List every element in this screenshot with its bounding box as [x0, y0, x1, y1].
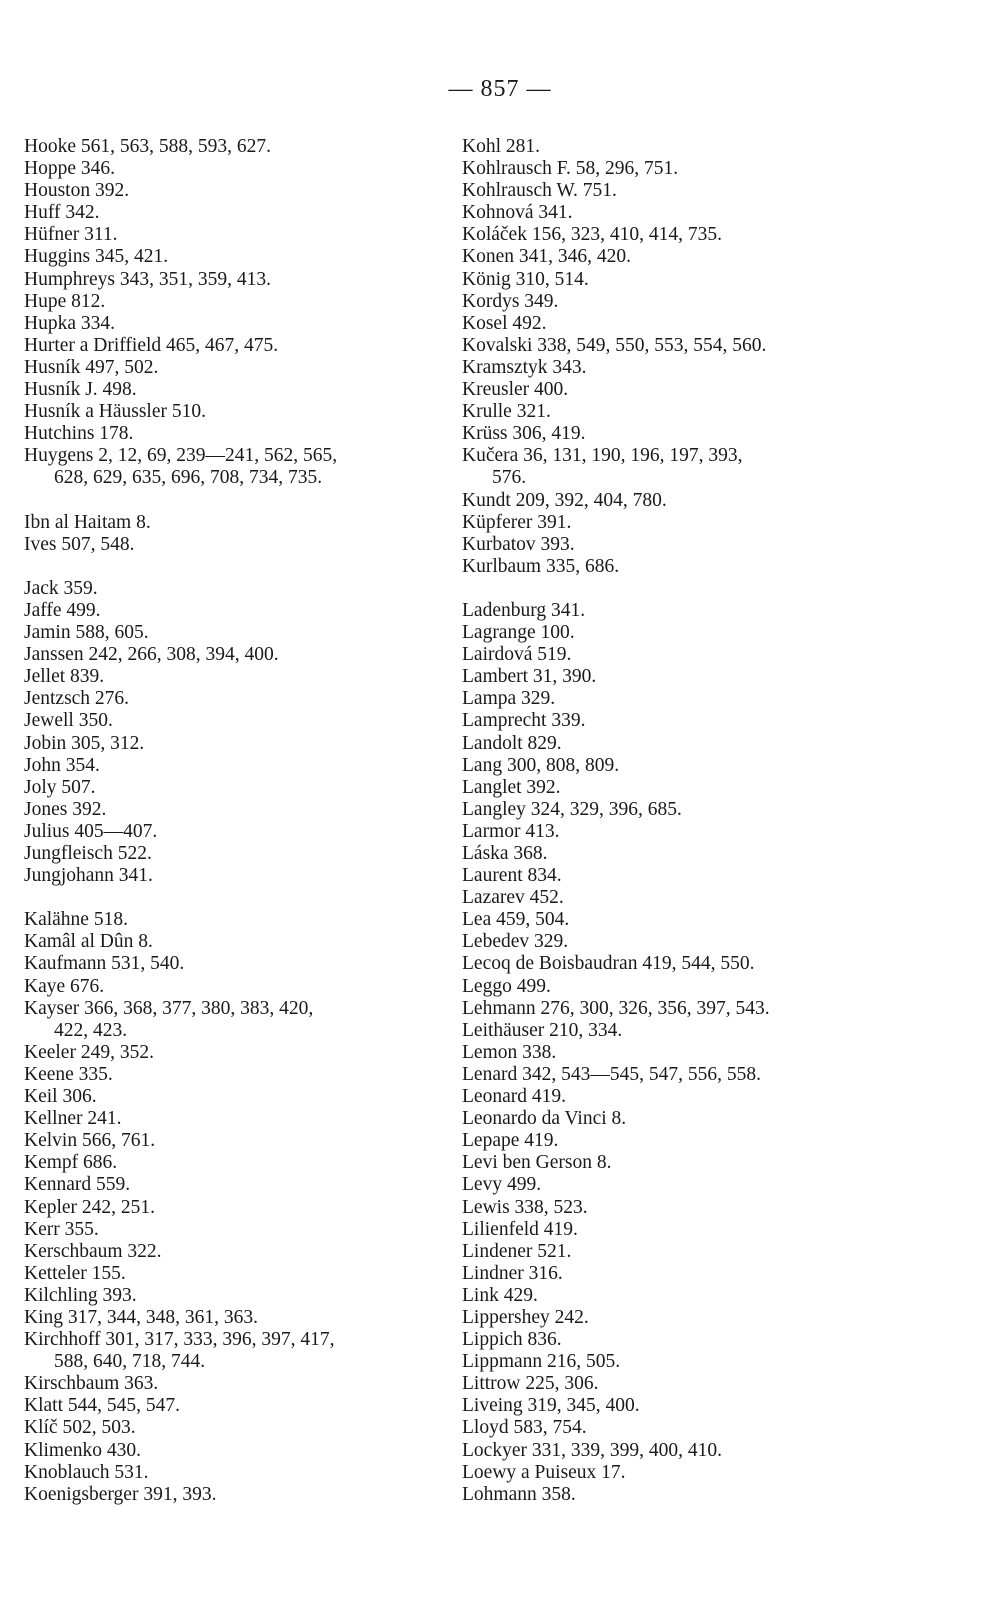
index-entry: Hüfner 311.: [24, 224, 118, 246]
index-entry: Lang 300, 808, 809.: [462, 754, 620, 776]
index-entry: Hooke 561, 563, 588, 593, 627.: [24, 136, 271, 157]
index-entry: Lloyd 583, 754.: [462, 1417, 587, 1439]
index-entry-continuation: 628, 629, 635, 696, 708, 734, 735.: [54, 467, 323, 489]
index-entry: Kovalski 338, 549, 550, 553, 554, 560.: [462, 334, 767, 356]
index-entry: Kirschbaum 363.: [24, 1373, 159, 1395]
index-entry: Jewell 350.: [24, 710, 113, 732]
index-entry: Kohlrausch F. 58, 296, 751.: [462, 158, 679, 180]
index-entry: Jamin 588, 605.: [24, 622, 149, 644]
index-entry: Ketteler 155.: [24, 1262, 126, 1284]
index-entry: Lagrange 100.: [462, 622, 575, 644]
index-entry: Husník 497, 502.: [24, 356, 159, 378]
index-entry: Kempf 686.: [24, 1152, 118, 1174]
index-entry: Larmor 413.: [462, 820, 560, 842]
index-entry: Kerschbaum 322.: [24, 1240, 162, 1262]
index-entry: Kellner 241.: [24, 1108, 122, 1130]
index-entry: Kaufmann 531, 540.: [24, 953, 185, 975]
index-entry: Lenard 342, 543—545, 547, 556, 558.: [462, 1063, 761, 1085]
index-entry: Huggins 345, 421.: [24, 246, 169, 268]
index-entry: Lebedev 329.: [462, 931, 569, 953]
index-entry: Kohnová 341.: [462, 202, 573, 224]
index-entry: Kundt 209, 392, 404, 780.: [462, 489, 667, 511]
index-entry: Jungjohann 341.: [24, 865, 153, 887]
index-entry: Lindener 521.: [462, 1240, 572, 1262]
index-entry-continuation: 588, 640, 718, 744.: [54, 1351, 206, 1373]
index-column-left: [24, 136, 449, 1506]
index-entry: Leonardo da Vinci 8.: [462, 1108, 627, 1130]
index-entry: Lindner 316.: [462, 1262, 563, 1284]
index-entry: Jungfleisch 522.: [24, 843, 152, 864]
index-entry: Leonard 419.: [462, 1086, 566, 1108]
index-entry: Jones 392.: [24, 798, 107, 820]
index-entry: Jaffe 499.: [24, 599, 101, 621]
index-entry: Hupe 812.: [24, 290, 106, 312]
index-entry: Houston 392.: [24, 180, 130, 202]
index-entry: Hoppe 346.: [24, 158, 115, 180]
index-entry: Humphreys 343, 351, 359, 413.: [24, 268, 271, 290]
index-entry: Klíč 502, 503.: [24, 1417, 136, 1439]
index-entry: Leggo 499.: [462, 975, 551, 997]
index-entry: Hurter a Driffield 465, 467, 475.: [24, 334, 279, 356]
index-entry: Hutchins 178.: [24, 423, 134, 445]
index-entry: Kreusler 400.: [462, 379, 569, 401]
index-entry: Lemon 338.: [462, 1041, 557, 1063]
index-entry: Konen 341, 346, 420.: [462, 246, 631, 268]
index-entry: Kerr 355.: [24, 1218, 99, 1240]
index-entry: Koenigsberger 391, 393.: [24, 1483, 217, 1505]
index-entry: Koláček 156, 323, 410, 414, 735.: [462, 224, 722, 246]
index-entry: Jobin 305, 312.: [24, 732, 145, 754]
index-entry: Kepler 242, 251.: [24, 1196, 156, 1218]
index-entry: Lazarev 452.: [462, 887, 564, 909]
index-entry: Kramsztyk 343.: [462, 356, 587, 378]
index-entry: Kamâl al Dûn 8.: [24, 931, 153, 953]
index-entry: Jack 359.: [24, 577, 98, 599]
index-entry: Lippmann 216, 505.: [462, 1351, 621, 1373]
index-entry: Lea 459, 504.: [462, 909, 570, 931]
index-entry: King 317, 344, 348, 361, 363.: [24, 1306, 258, 1328]
index-entry: Julius 405—407.: [24, 820, 158, 842]
index-entry: Láska 368.: [462, 843, 548, 864]
index-entry: Lehmann 276, 300, 326, 356, 397, 543.: [462, 997, 770, 1019]
index-entry: Liveing 319, 345, 400.: [462, 1395, 640, 1417]
index-entry: Jentzsch 276.: [24, 688, 130, 710]
index-entry: Ibn al Haitam 8.: [24, 511, 151, 533]
index-entry: Lohmann 358.: [462, 1483, 576, 1505]
index-entry: Klatt 544, 545, 547.: [24, 1395, 180, 1417]
index-entry: Laurent 834.: [462, 865, 562, 887]
section-gap: [24, 556, 449, 578]
index-entry: Lippich 836.: [462, 1329, 562, 1351]
index-entry: Kilchling 393.: [24, 1284, 137, 1306]
index-entry-continuation: 576.: [492, 467, 527, 489]
index-entry: Landolt 829.: [462, 732, 562, 754]
index-entry: Huygens 2, 12, 69, 239—241, 562, 565,: [24, 445, 338, 467]
index-entry: Link 429.: [462, 1284, 538, 1306]
index-entry: Kirchhoff 301, 317, 333, 396, 397, 417,: [24, 1329, 335, 1351]
index-entry: Lecoq de Boisbaudran 419, 544, 550.: [462, 953, 755, 975]
index-entry: Huff 342.: [24, 202, 100, 224]
index-column-right: [462, 136, 882, 1506]
index-entry: Krüss 306, 419.: [462, 423, 586, 445]
index-entry: Knoblauch 531.: [24, 1461, 149, 1483]
index-entry: Leithäuser 210, 334.: [462, 1019, 623, 1041]
section-gap: [462, 578, 882, 600]
index-entry: Lippershey 242.: [462, 1306, 589, 1328]
index-entry: Keil 306.: [24, 1086, 97, 1108]
index-entry: Kennard 559.: [24, 1174, 131, 1196]
index-entry: Ladenburg 341.: [462, 599, 586, 621]
index-entry: Husník J. 498.: [24, 379, 137, 401]
index-entry: Lepape 419.: [462, 1130, 559, 1152]
index-entry: Lamprecht 339.: [462, 710, 586, 732]
index-entry: Kurbatov 393.: [462, 533, 575, 555]
index-entry: Kosel 492.: [462, 312, 547, 334]
index-entry: Loewy a Puiseux 17.: [462, 1461, 626, 1483]
index-entry: Keene 335.: [24, 1063, 113, 1085]
index-entry: Janssen 242, 266, 308, 394, 400.: [24, 644, 279, 666]
index-entry: Küpferer 391.: [462, 511, 572, 533]
index-entry: Kučera 36, 131, 190, 196, 197, 393,: [462, 445, 743, 467]
index-entry: Littrow 225, 306.: [462, 1373, 599, 1395]
index-entry-continuation: 422, 423.: [54, 1019, 128, 1041]
index-entry: Lilienfeld 419.: [462, 1218, 578, 1240]
index-entry: Langley 324, 329, 396, 685.: [462, 798, 682, 820]
index-entry: Lairdová 519.: [462, 644, 572, 666]
index-entry: Jellet 839.: [24, 666, 105, 688]
section-gap: [24, 490, 449, 512]
index-entry: Levy 499.: [462, 1174, 542, 1196]
index-entry: Levi ben Gerson 8.: [462, 1152, 612, 1174]
index-entry: Keeler 249, 352.: [24, 1041, 154, 1063]
index-entry: Kelvin 566, 761.: [24, 1130, 156, 1152]
index-entry: Kohlrausch W. 751.: [462, 180, 617, 202]
index-entry: Krulle 321.: [462, 401, 551, 423]
index-entry: Kohl 281.: [462, 136, 540, 157]
index-entry: Kalähne 518.: [24, 909, 128, 931]
index-entry: Lewis 338, 523.: [462, 1196, 588, 1218]
index-entry: Kurlbaum 335, 686.: [462, 555, 620, 577]
index-entry: Lampa 329.: [462, 688, 556, 710]
section-gap: [24, 887, 449, 909]
index-entry: Kaye 676.: [24, 975, 105, 997]
index-entry: Joly 507.: [24, 776, 96, 798]
index-entry: Lambert 31, 390.: [462, 666, 597, 688]
index-entry: König 310, 514.: [462, 268, 589, 290]
index-entry: Klimenko 430.: [24, 1439, 141, 1461]
index-entry: John 354.: [24, 754, 100, 776]
index-entry: Ives 507, 548.: [24, 533, 135, 555]
index-entry: Kordys 349.: [462, 290, 559, 312]
index-entry: Husník a Häussler 510.: [24, 401, 206, 423]
page-number: — 857 —: [448, 76, 552, 102]
index-entry: Hupka 334.: [24, 312, 115, 334]
index-entry: Langlet 392.: [462, 776, 561, 798]
index-entry: Kayser 366, 368, 377, 380, 383, 420,: [24, 997, 314, 1019]
index-entry: Lockyer 331, 339, 399, 400, 410.: [462, 1439, 722, 1461]
